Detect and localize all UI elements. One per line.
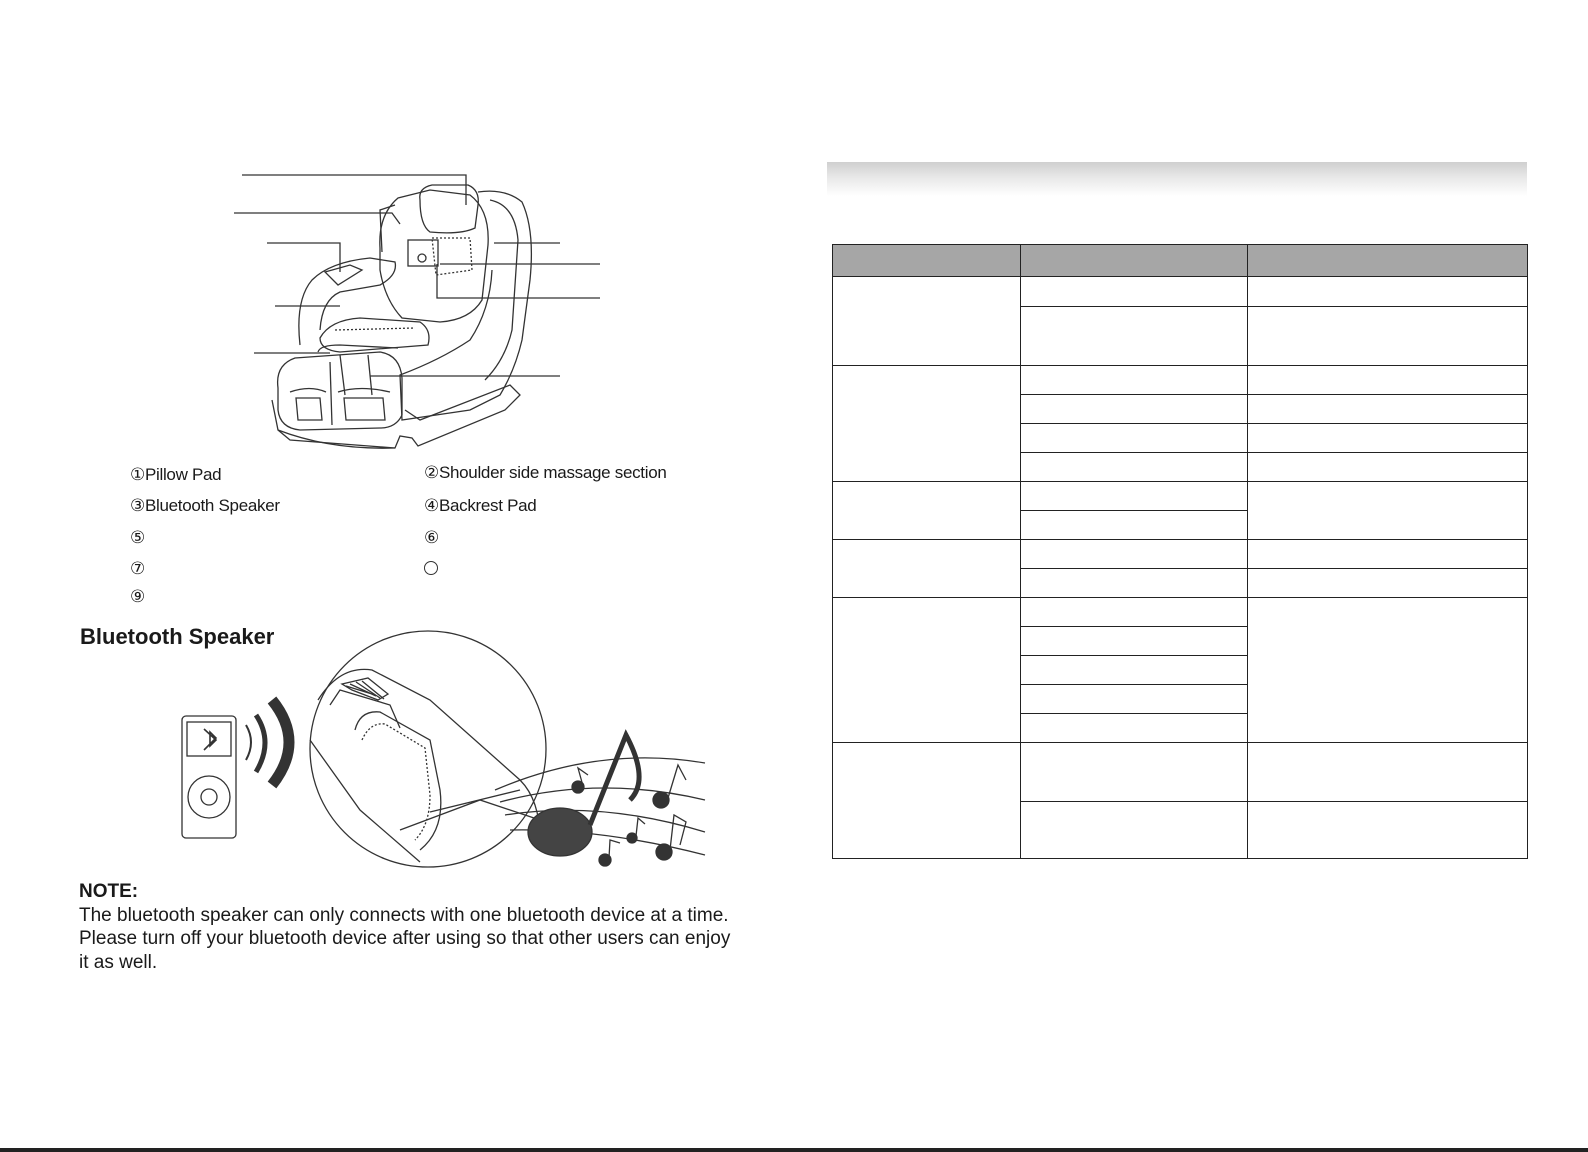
part-label-2: ②Shoulder side massage section — [424, 463, 667, 482]
table-cell — [1021, 540, 1248, 569]
specification-table — [832, 244, 1528, 859]
table-cell — [1021, 395, 1248, 424]
chair-side-shell — [400, 191, 531, 420]
leader-line-2 — [234, 213, 400, 224]
table-cell — [1021, 511, 1248, 540]
table-cell — [833, 366, 1021, 482]
part-label-6: ⑥ — [424, 528, 439, 547]
table-cell — [1021, 802, 1248, 859]
table-cell — [833, 540, 1021, 598]
table-cell — [1248, 277, 1528, 307]
table-cell — [833, 598, 1021, 743]
table-cell — [1021, 685, 1248, 714]
table-cell — [1021, 482, 1248, 511]
table-cell — [1248, 802, 1528, 859]
bluetooth-speaker-heading: Bluetooth Speaker — [80, 624, 275, 649]
sound-wave-large — [272, 700, 289, 785]
phone-dial — [188, 776, 230, 818]
table-cell — [1021, 714, 1248, 743]
table-cell — [1248, 453, 1528, 482]
note-block — [79, 880, 769, 974]
section-header-bar — [827, 162, 1527, 196]
table-cell — [1248, 598, 1528, 743]
part-8-empty-circle — [424, 561, 438, 575]
music-note-big — [528, 808, 592, 856]
part-label-8 — [424, 559, 438, 579]
note-line-3: it as well. — [79, 951, 158, 973]
table-cell — [1248, 482, 1528, 540]
note-title: NOTE: — [79, 881, 139, 902]
table-cell — [1021, 424, 1248, 453]
table-header-cell — [833, 245, 1021, 277]
chair-base — [272, 385, 520, 448]
table-cell — [1021, 277, 1248, 307]
table-cell — [1021, 743, 1248, 802]
table-header-row — [833, 245, 1528, 277]
zoom-circle — [310, 631, 546, 867]
part-label-5: ⑤ — [130, 528, 145, 547]
table-row — [833, 743, 1528, 802]
table-header-cell — [1248, 245, 1528, 277]
table-row — [833, 366, 1528, 395]
table-cell — [1021, 627, 1248, 656]
table-cell — [1248, 366, 1528, 395]
table-cell — [1248, 540, 1528, 569]
table-cell — [1021, 453, 1248, 482]
table-cell — [1248, 424, 1528, 453]
table-row — [833, 277, 1528, 307]
part-label-3: ③Bluetooth Speaker — [130, 496, 280, 515]
leader-line-8 — [437, 264, 600, 298]
table-cell — [1248, 395, 1528, 424]
part-label-1: ①Pillow Pad — [130, 465, 222, 484]
table-cell — [833, 482, 1021, 540]
table-cell — [1021, 598, 1248, 627]
chair-armrest — [299, 258, 396, 345]
table-cell — [1021, 307, 1248, 366]
table-cell — [833, 277, 1021, 366]
table-row — [833, 598, 1528, 627]
phone-screen — [187, 722, 231, 756]
part-label-4: ④Backrest Pad — [424, 496, 537, 515]
table-cell — [1248, 569, 1528, 598]
table-cell — [1021, 366, 1248, 395]
note-line-1: The bluetooth speaker can only connects with one bluetooth device at a time. — [79, 904, 729, 926]
table-row — [833, 540, 1528, 569]
sound-wave-mid — [256, 715, 265, 772]
table-row — [833, 482, 1528, 511]
table-cell — [1021, 569, 1248, 598]
table-header-cell — [1021, 245, 1248, 277]
table-cell — [1248, 307, 1528, 366]
table-cell — [1248, 743, 1528, 802]
sound-wave-small — [246, 725, 251, 760]
note-line-2: Please turn off your bluetooth device after using so that other users can enjoy — [79, 928, 731, 949]
part-label-7: ⑦ — [130, 559, 145, 578]
massage-chair-diagram — [0, 0, 780, 880]
part-label-9: ⑨ — [130, 587, 145, 606]
page-bottom-edge — [0, 1148, 1588, 1152]
table-cell — [1021, 656, 1248, 685]
table-cell — [833, 743, 1021, 859]
